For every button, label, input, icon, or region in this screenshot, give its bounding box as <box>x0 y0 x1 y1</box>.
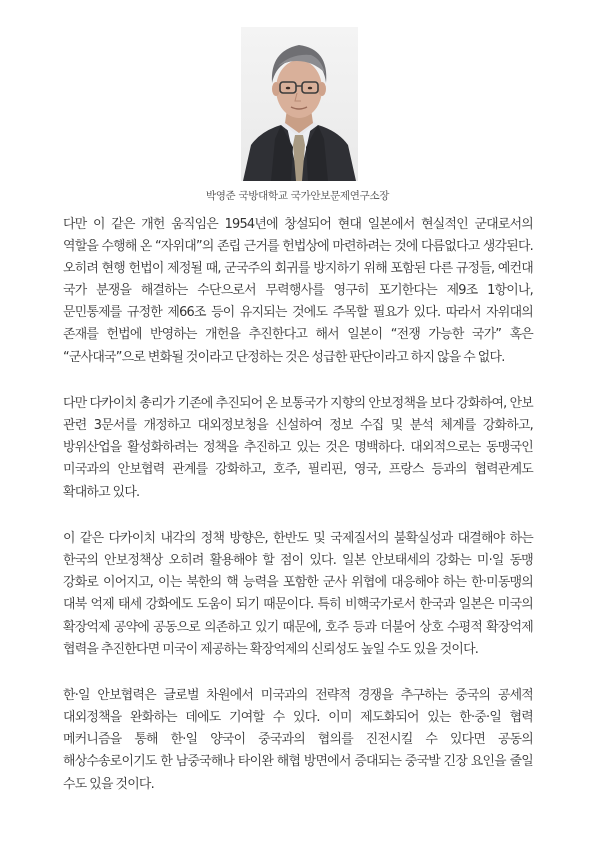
article-paragraph: 한·일 안보협력은 글로벌 차원에서 미국과의 전략적 경쟁을 추구하는 중국의 공세적 대외정책을 완화하는 데에도 기여할 수 있다. 이미 제도화되어 있는 한·중·일 협력 메커니즘을 통해 한·일 양국이 중국과의 협의를 진전시킬 수 있다면 공동의 해상수송로이기도 한 남중국해나 타이완 해협 방면에서 증대되는 중국발 긴장 요인을 줄일 수도 있을 것이다. <box>63 688 533 792</box>
author-photo <box>241 27 358 181</box>
author-caption: 박영준 국방대학교 국가안보문제연구소장 <box>205 190 390 202</box>
article-paragraph: 이 같은 다카이치 내각의 정책 방향은, 한반도 및 국제질서의 불확실성과 대결해야 하는 한국의 안보정책상 오히려 활용해야 할 점이 있다. 일본 안보태세의 강화는 미·일 동맹 강화로 이어지고, 이는 북한의 핵 능력을 포함한 군사 위협에 대응해야 하는 한·미동맹의 대북 억제 태세 강화에도 도움이 되기 때문이다. 특히 비핵국가로서 한국과 일본은 미국의 확장억제 공약에 공동으로 의존하고 있기 때문에, 호주 등과 더불어 상호 수평적 확장억제 협력을 추진한다면 미국이 제공하는 확장억제의 신뢰성도 높일 수도 있을 것이다. <box>63 531 533 657</box>
article-body <box>63 214 533 820</box>
article-paragraph: 다만 이 같은 개헌 움직임은 1954년에 창설되어 현대 일본에서 현실적인 군대로서의 역할을 수행해 온 “자위대”의 존립 근거를 헌법상에 마련하려는 것에 다름없다고 생각된다. 오히려 현행 헌법이 제정될 때, 군국주의 회귀를 방지하기 위해 포함된 다른 규정들, 예컨대 국가 분쟁을 해결하는 수단으로서 무력행사를 영구히 포기한다는 제9조 1항이나, 문민통제를 규정한 제66조 등이 유지되는 것에도 주목할 필요가 있다. 따라서 자위대의 존재를 헌법에 반영하는 개헌을 추진한다고 해서 일본이 “전쟁 가능한 국가” 혹은 “군사대국”으로 변화될 것이라고 단정하는 것은 성급한 판단이라고 하지 않을 수 없다. <box>63 217 533 365</box>
article-paragraph: 다만 다카이치 총리가 기존에 추진되어 온 보통국가 지향의 안보정책을 보다 강화하여, 안보 관련 3문서를 개정하고 대외정보청을 신설하여 정보 수집 및 분석 체계를 강화하고, 방위산업을 활성화하려는 정책을 추진하고 있는 것은 명백하다. 대외적으로는 동맹국인 미국과의 안보협력 관계를 강화하고, 호주, 필리핀, 영국, 프랑스 등과의 협력관계도 확대하고 있다. <box>63 396 533 500</box>
